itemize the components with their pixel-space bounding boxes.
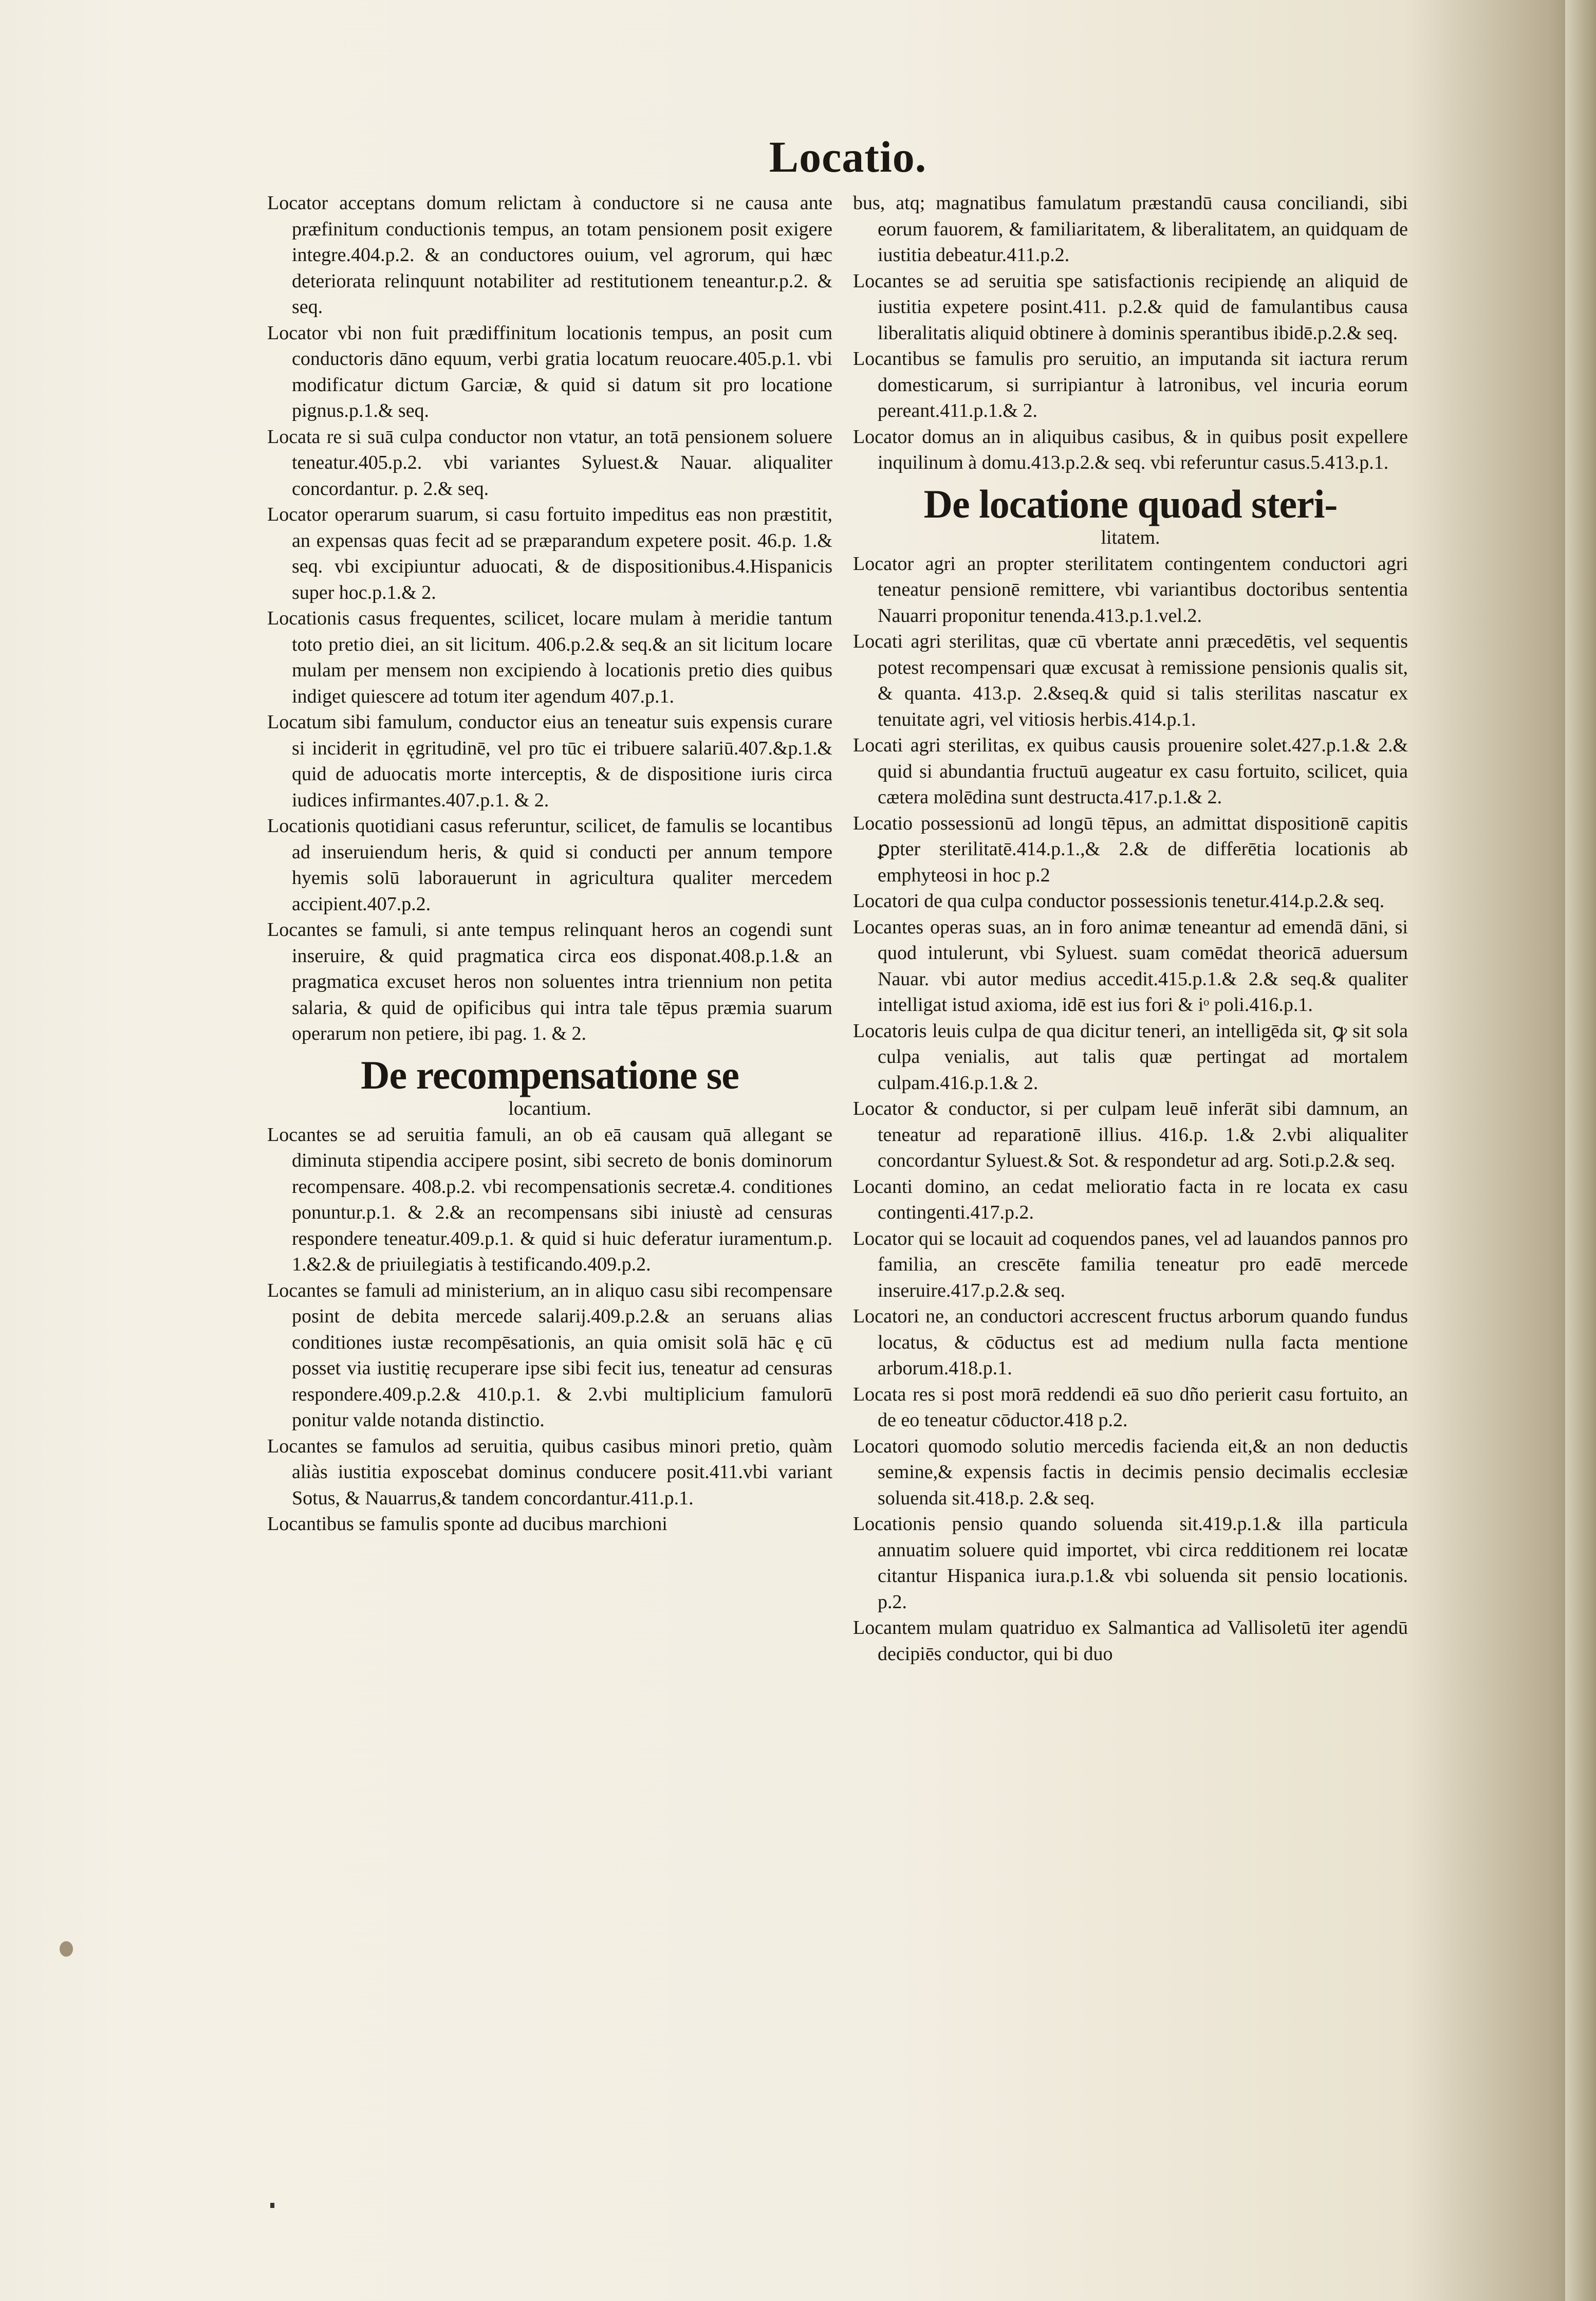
index-entry: Locati agri sterilitas, quæ cū vbertate anni præcedētis, vel sequentis potest recompensari quæ excusat à remissione pensionis qualis sit, & quanta. 413.p. 2.&seq.& quid si talis sterilitas nascatur ex tenuitate agri, vel vitiosis herbis.414.p.1. <box>853 631 1408 730</box>
page-edge-shadow <box>1565 0 1596 2301</box>
section-subheading: locantium. <box>508 1097 591 1119</box>
index-entry: Locatori de qua culpa conductor possessionis tenetur.414.p.2.& seq. <box>853 890 1385 912</box>
index-entry: Locatoris leuis culpa de qua dicitur teneri, an intelligēda sit, ꝙ sit sola culpa venialis, aut talis quæ pertingat ad mortalem culpam.416.p.1.& 2. <box>853 1020 1408 1094</box>
index-entry: Locantibus se famulis pro seruitio, an imputanda sit iactura rerum domesticarum, si surripiantur à latronibus, vel incuria eorum pereant.411.p.1.& 2. <box>853 348 1408 421</box>
index-entry: Locantes se ad seruitia spe satisfactionis recipiendę an aliquid de iustitia expetere posint.411. p.2.& quid de famulantibus causa liberalitatis aliquid obtinere à dominis sperantibus ibidē.p.2.& seq. <box>853 270 1408 344</box>
index-entry: Locati agri sterilitas, ex quibus causis prouenire solet.427.p.1.& 2.& quid si abundantia fructuū augeatur ex casu fortuito, scilicet, quia cætera molēdina sunt destructa.417.p.1.& 2. <box>853 734 1408 808</box>
index-entry: Locantes se famuli, si ante tempus relinquant heros an cogendi sunt inseruire, & quid pragmatica circa eos disponat.408.p.1.& an pragmatica excuset heros non soluentes intra triennium non petita salaria, & quid de opificibus qui intra tale tēpus præmia suarum operarum non petiere, ibi pag. 1. & 2. <box>267 919 832 1044</box>
index-entry: Locantem mulam quatriduo ex Salmantica ad Vallisoletū iter agendū decipiēs conductor, qui bi duo <box>853 1617 1408 1665</box>
index-entry: bus, atq; magnatibus famulatum præstandū causa conciliandi, sibi eorum fauorem, & familiaritatem, & liberalitatem, an quidquam de iustitia debeatur.411.p.2. <box>853 192 1408 266</box>
section-subheading: litatem. <box>1101 526 1160 548</box>
index-entry: Locata res si post morā reddendi eā suo dño perierit casu fortuito, an de eo teneatur cōductor.418 p.2. <box>853 1383 1408 1431</box>
index-entry: Locator vbi non fuit prædiffinitum locationis tempus, an posit cum conductoris dāno equum, verbi gratia locatum reuocare.405.p.1. vbi modificatur dictum Garciæ, & quid si datum sit pro locatione pignus.p.1.& seq. <box>267 322 832 421</box>
section-heading: De recompensatione se <box>361 1052 739 1097</box>
index-entry: Locanti domino, an cedat melioratio facta in re locata ex casu contingenti.417.p.2. <box>853 1175 1408 1223</box>
index-entry: Locantibus se famulis sponte ad ducibus marchioni <box>267 1513 667 1535</box>
index-entry: Locator & conductor, si per culpam leuē inferāt sibi damnum, an teneatur ad reparationē illius. 416.p. 1.& 2.vbi aliqualiter concordantur Syluest.& Sot. & respondetur ad arg. Soti.p.2.& seq. <box>853 1098 1408 1171</box>
section-heading: De locatione quoad steri- <box>923 481 1338 526</box>
ink-spot <box>60 1941 73 1957</box>
index-entry: Locantes se famuli ad ministerium, an in aliquo casu sibi recompensare posint de debita mercede salarij.409.p.2.& an seruans alias conditiones iustæ recompēsationis, an quia omisit solā hāc ę cū posset via iustitię recuperare ipse sibi fecit ius, teneatur ad censuras respondere.409.p.2.& 410.p.1. & 2.vbi multiplicium famulorū ponitur valde notanda distinctio. <box>267 1279 832 1431</box>
running-head: Locatio. <box>769 132 927 181</box>
index-entry: Locatori ne, an conductori accrescent fructus arborum quando fundus locatus, & cōductus est ad medium nulla facta mentione arborum.418.p.1. <box>853 1305 1408 1379</box>
right-column <box>853 190 1408 1667</box>
index-entry: Locator qui se locauit ad coquendos panes, vel ad lauandos pannos pro familia, an crescēte familia teneatur pro eadē mercede inseruire.417.p.2.& seq. <box>853 1227 1408 1301</box>
ink-dot <box>270 2203 274 2208</box>
index-entry: Locator domus an in aliquibus casibus, & in quibus posit expellere inquilinum à domu.413.p.2.& seq. vbi referuntur casus.5.413.p.1. <box>853 426 1408 473</box>
index-entry: Locatum sibi famulum, conductor eius an teneatur suis expensis curare si inciderit in ęgritudinē, vel pro tūc ei tribuere salariū.407.&p.1.& quid de aduocatis morte interceptis, & de dispositione iuris circa iudices infirmantes.407.p.1. & 2. <box>267 711 832 811</box>
index-entry: Locantes se ad seruitia famuli, an ob eā causam quā allegant se diminuta stipendia accipere posint, sibi secreto de bonis dominorum recompensare. 408.p.2. vbi recompensationis secretæ.4. conditiones ponuntur.p.1. & 2.& an recompensans sibi iniustè ad censuras respondere teneatur.409.p.1. & quid si huic deferatur iuramentum.p. 1.&2.& de priuilegiatis à testificando.409.p.2. <box>267 1124 832 1275</box>
index-entry: Locata re si suā culpa conductor non vtatur, an totā pensionem soluere teneatur.405.p.2. vbi variantes Syluest.& Nauar. aliqualiter concordantur. p. 2.& seq. <box>267 426 832 500</box>
index-entry: Locatori quomodo solutio mercedis facienda eit,& an non deductis semine,& expensis factis in decimis pensio decimalis ecclesiæ soluenda sit.418.p. 2.& seq. <box>853 1435 1408 1509</box>
index-entry: Locator operarum suarum, si casu fortuito impeditus eas non præstitit, an expensas quas fecit ad se præparandum expetere posit. 46.p. 1.& seq. vbi excipiuntur aduocati, & de dispositionibus.4.Hispanicis super hoc.p.1.& 2. <box>267 504 832 603</box>
index-entry: Locationis quotidiani casus referuntur, scilicet, de famulis se locantibus ad inseruiendum heris, & quid si conducti per annum tempore hyemis solū laborauerunt in agricultura qualiter mercedem accipient.407.p.2. <box>267 815 832 915</box>
index-entry: Locantes se famulos ad seruitia, quibus casibus minori pretio, quàm aliàs iustitia exposcebat dominus conducere posit.411.vbi variant Sotus, & Nauarrus,& tandem concordantur.411.p.1. <box>267 1435 832 1509</box>
index-entry: Locationis pensio quando soluenda sit.419.p.1.& illa particula annuatim soluere quid importet, vbi circa redditionem rei locatæ citantur Hispanica iura.p.1.& vbi soluenda sit pensio locationis. p.2. <box>853 1513 1408 1613</box>
index-entry: Locatio possessionū ad longū tēpus, an admittat dispositionē capitis ꝑpter sterilitatē.414.p.1.,& 2.& de differētia locationis ab emphyteosi in hoc p.2 <box>853 812 1408 886</box>
index-entry: Locator acceptans domum relictam à conductore si ne causa ante præfinitum conductionis tempus, an totam pensionem posit exigere integre.404.p.2. & an conductores ouium, vel agrorum, qui hæc deteriorata relinquunt notabiliter ad restitutionem teneantur.p.2. & seq. <box>267 192 832 318</box>
index-entry: Locationis casus frequentes, scilicet, locare mulam à meridie tantum toto pretio diei, an sit licitum. 406.p.2.& seq.& an sit licitum locare mulam per mensem non excipiendo à locationis pretio dies quibus indiget quiescere ad totum iter agendum 407.p.1. <box>267 608 832 707</box>
index-entry: Locantes operas suas, an in foro animæ teneantur ad emendā dāni, si quod intulerunt, vbi Syluest. suam comēdat theoricā aduersum Nauar. vbi autor medius accedit.415.p.1.& 2.& seq.& qualiter intelligat istud axioma, idē est ius fori & iᵒ poli.416.p.1. <box>853 916 1408 1016</box>
index-entry: Locator agri an propter sterilitatem contingentem conductori agri teneatur pensionē remittere, vbi variantibus doctoribus sententia Nauarri proponitur tenenda.413.p.1.vel.2. <box>853 553 1408 627</box>
left-column <box>267 190 832 1537</box>
